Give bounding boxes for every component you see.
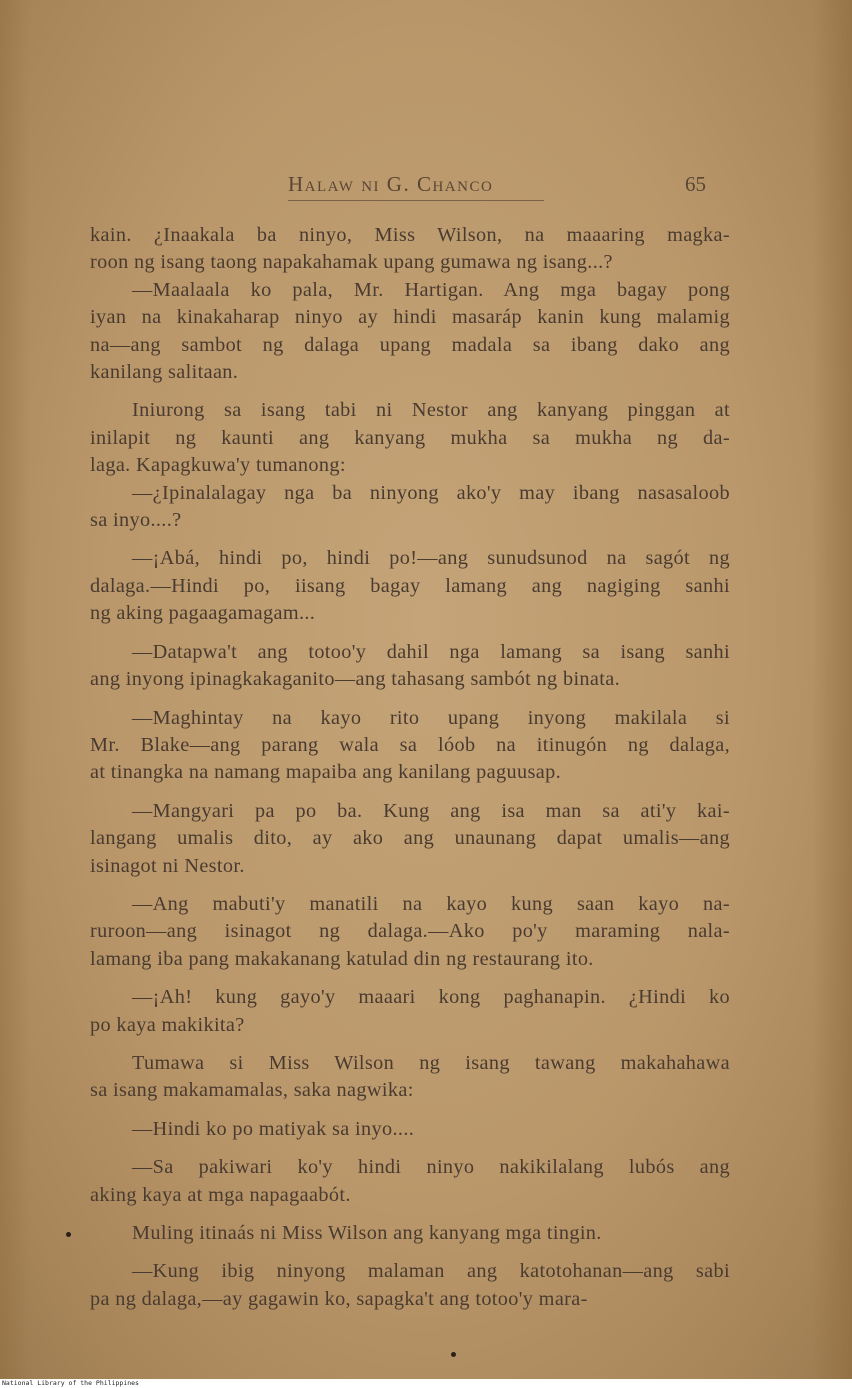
text-line: iyan na kinakaharap ninyo ay hindi masaráp kanin kung malamig	[90, 306, 730, 329]
paragraph	[90, 1154, 730, 1209]
paragraph	[90, 639, 730, 694]
text-line: —Hindi ko po matiyak sa inyo....	[132, 1117, 415, 1140]
text-line: roon ng isang taong napakahamak upang gumawa ng isang...?	[90, 251, 613, 274]
text-line: na—ang sambot ng dalaga upang madala sa ibang dako ang	[90, 333, 730, 356]
paragraph	[90, 397, 730, 479]
ink-speck	[451, 1352, 456, 1357]
paragraph	[90, 1258, 730, 1313]
paragraph-gap	[90, 1105, 730, 1116]
text-line: lamang iba pang makakanang katulad din ng restaurang ito.	[90, 947, 594, 970]
text-line: Muling itinaás ni Miss Wilson ang kanyang mga tingin.	[132, 1222, 602, 1244]
text-line: at tinangka na namang mapaiba ang kanilang paguusap.	[90, 761, 561, 784]
paragraph-gap	[90, 973, 730, 984]
page-shadow-right	[812, 0, 852, 1379]
text-line: ruroon—ang isinagot ng dalaga.—Ako po'y maraming nala-	[90, 920, 730, 943]
text-line: —Maghintay na kayo rito upang inyong makilala si	[132, 706, 730, 729]
paragraph-gap	[90, 787, 730, 798]
paragraph-gap	[90, 534, 730, 545]
text-line: Mr. Blake—ang parang wala sa lóob na itinugón ng dalaga,	[90, 733, 730, 756]
paragraph-gap	[90, 386, 730, 397]
running-title: Halaw ni G. Chanco	[288, 172, 494, 196]
text-line: —¿Ipinalalagay nga ba ninyong ako'y may ibang nasasaloob	[132, 481, 730, 504]
paragraph-gap	[90, 1143, 730, 1154]
paragraph-gap	[90, 1039, 730, 1050]
ink-speck	[66, 1232, 71, 1237]
paragraph	[90, 1116, 730, 1143]
text-line: langang umalis dito, ay ako ang unaunang dapat umalis—ang	[90, 827, 730, 850]
text-line: —Sa pakiwari ko'y hindi ninyo nakikilalang lubós ang	[132, 1156, 730, 1179]
text-line: isinagot ni Nestor.	[90, 854, 245, 877]
paragraph-gap	[90, 880, 730, 891]
text-line: kain. ¿Inaakala ba ninyo, Miss Wilson, na maaaring magka-	[90, 224, 730, 246]
paragraph	[90, 277, 730, 387]
text-line: —¡Abá, hindi po, hindi po!—ang sunudsunod na sagót ng	[132, 547, 730, 570]
text-line: pa ng dalaga,—ay gagawin ko, sapagka't ang totoo'y mara-	[90, 1287, 588, 1310]
text-line: laga. Kapagkuwa'y tumanong:	[90, 454, 346, 477]
paragraph	[90, 705, 730, 787]
paragraph	[90, 798, 730, 880]
paragraph	[90, 891, 730, 973]
paragraph	[90, 984, 730, 1039]
paragraph-gap	[90, 628, 730, 639]
text-line: —Maalaala ko pala, Mr. Hartigan. Ang mga bagay pong	[132, 278, 730, 301]
text-line: ng aking pagaagamagam...	[90, 602, 316, 625]
body-text	[90, 222, 730, 1313]
text-line: —¡Ah! kung gayo'y maaari kong paghanapin. ¿Hindi ko	[132, 986, 730, 1009]
text-line: Iniurong sa isang tabi ni Nestor ang kanyang pinggan at	[132, 399, 730, 422]
text-line: —Ang mabuti'y manatili na kayo kung saan kayo na-	[132, 892, 730, 915]
text-line: sa isang makamamalas, saka nagwika:	[90, 1079, 414, 1102]
text-line: ang inyong ipinagkakaganito—ang tahasang sambót ng binata.	[90, 668, 621, 691]
text-line: kanilang salitaan.	[90, 361, 239, 384]
text-line: aking kaya at mga napagaabót.	[90, 1183, 351, 1206]
text-line: po kaya makikita?	[90, 1013, 245, 1036]
page-shadow-left	[0, 0, 30, 1379]
library-credit: National Library of the Philippines	[2, 1379, 139, 1387]
text-line: dalaga.—Hindi po, iisang bagay lamang ang nagiging sanhi	[90, 574, 730, 597]
paragraph	[90, 222, 730, 277]
text-line: Tumawa si Miss Wilson ng isang tawang makahahawa	[132, 1051, 730, 1074]
paragraph-gap	[90, 694, 730, 705]
paragraph	[90, 1050, 730, 1105]
header-rule	[288, 200, 544, 201]
text-line: —Kung ibig ninyong malaman ang katotohanan—ang sabi	[132, 1260, 730, 1283]
paragraph	[90, 480, 730, 535]
text-line: sa inyo....?	[90, 509, 182, 532]
text-line: —Datapwa't ang totoo'y dahil nga lamang sa isang sanhi	[132, 640, 730, 663]
text-line: —Mangyari pa po ba. Kung ang isa man sa ati'y kai-	[132, 799, 730, 822]
page-number: 65	[685, 172, 706, 196]
text-line: inilapit ng kaunti ang kanyang mukha sa mukha ng da-	[90, 426, 730, 449]
paragraph-gap	[90, 1209, 730, 1220]
paragraph	[90, 1220, 730, 1247]
paragraph-gap	[90, 1247, 730, 1258]
paragraph	[90, 545, 730, 627]
